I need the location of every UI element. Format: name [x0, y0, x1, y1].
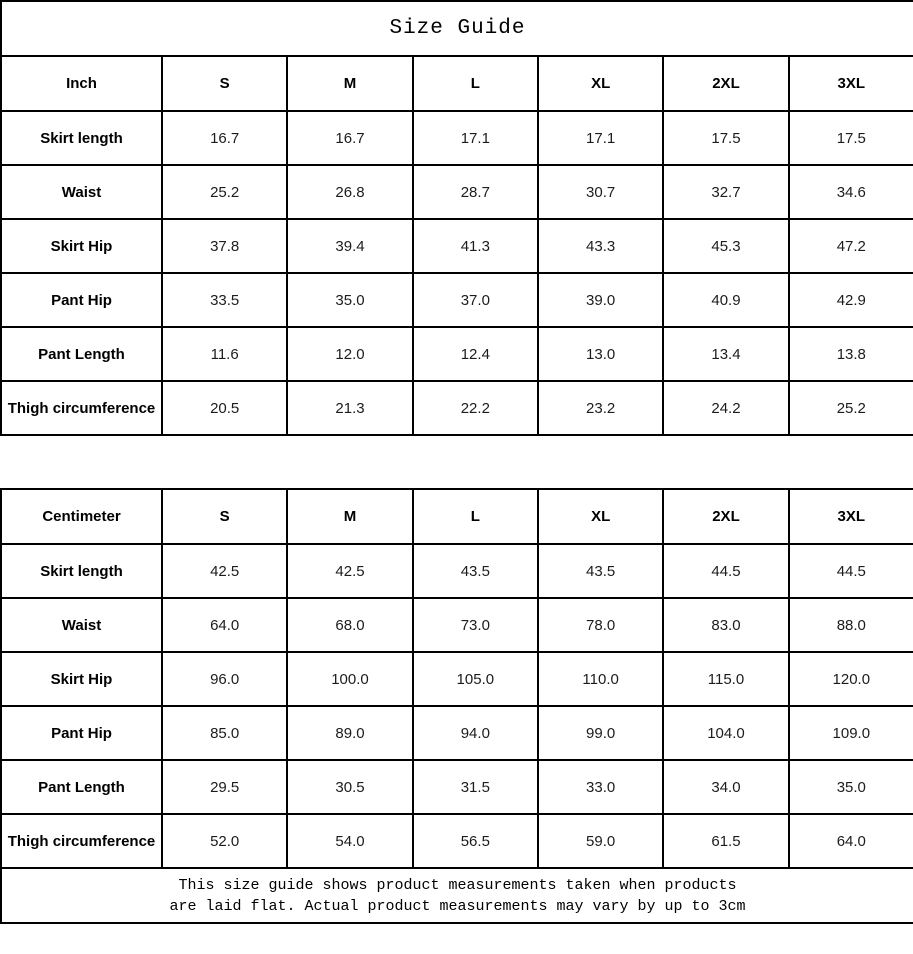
measurement-value: 17.1 [538, 111, 663, 165]
measurement-value: 17.5 [663, 111, 788, 165]
measurement-label: Pant Length [1, 327, 162, 381]
measurement-value: 34.6 [789, 165, 913, 219]
measurement-value: 34.0 [663, 760, 788, 814]
measurement-value: 25.2 [162, 165, 287, 219]
size-column-header-l: L [413, 489, 538, 544]
measurement-value: 32.7 [663, 165, 788, 219]
measurement-value: 13.8 [789, 327, 913, 381]
measurement-value: 109.0 [789, 706, 913, 760]
measurement-value: 12.4 [413, 327, 538, 381]
measurement-value: 100.0 [287, 652, 412, 706]
measurement-value: 44.5 [663, 544, 788, 598]
measurement-value: 25.2 [789, 381, 913, 435]
size-column-header-s: S [162, 489, 287, 544]
measurement-label: Waist [1, 598, 162, 652]
size-column-header-xl: XL [538, 56, 663, 111]
measurement-value: 42.5 [162, 544, 287, 598]
measurement-value: 33.5 [162, 273, 287, 327]
size-column-header-2xl: 2XL [663, 56, 788, 111]
measurement-value: 22.2 [413, 381, 538, 435]
measurement-value: 30.5 [287, 760, 412, 814]
measurement-value: 94.0 [413, 706, 538, 760]
measurement-label: Pant Hip [1, 706, 162, 760]
measurement-value: 39.0 [538, 273, 663, 327]
inch-table [0, 0, 913, 436]
measurement-label: Skirt length [1, 544, 162, 598]
page-title: Size Guide [1, 1, 913, 56]
measurement-value: 35.0 [287, 273, 412, 327]
measurement-value: 31.5 [413, 760, 538, 814]
table-row [1, 760, 913, 814]
measurement-value: 78.0 [538, 598, 663, 652]
size-column-header-3xl: 3XL [789, 56, 913, 111]
measurement-label: Thigh circumference [1, 381, 162, 435]
measurement-value: 68.0 [287, 598, 412, 652]
measurement-value: 59.0 [538, 814, 663, 868]
table-row [1, 814, 913, 868]
measurement-value: 104.0 [663, 706, 788, 760]
measurement-value: 120.0 [789, 652, 913, 706]
table-row [1, 544, 913, 598]
measurement-value: 43.5 [413, 544, 538, 598]
measurement-value: 83.0 [663, 598, 788, 652]
measurement-label: Pant Length [1, 760, 162, 814]
size-column-header-2xl: 2XL [663, 489, 788, 544]
measurement-value: 47.2 [789, 219, 913, 273]
measurement-value: 24.2 [663, 381, 788, 435]
measurement-label: Thigh circumference [1, 814, 162, 868]
table-row [1, 706, 913, 760]
measurement-value: 13.0 [538, 327, 663, 381]
measurement-value: 35.0 [789, 760, 913, 814]
measurement-value: 56.5 [413, 814, 538, 868]
size-column-header-m: M [287, 489, 412, 544]
measurement-value: 26.8 [287, 165, 412, 219]
measurement-value: 21.3 [287, 381, 412, 435]
measurement-value: 37.8 [162, 219, 287, 273]
inch-header-row [1, 56, 913, 111]
table-row [1, 165, 913, 219]
table-row [1, 598, 913, 652]
measurement-value: 17.5 [789, 111, 913, 165]
measurement-value: 89.0 [287, 706, 412, 760]
measurement-value: 40.9 [663, 273, 788, 327]
measurement-label: Skirt length [1, 111, 162, 165]
cm-header-row [1, 489, 913, 544]
measurement-value: 85.0 [162, 706, 287, 760]
table-row [1, 652, 913, 706]
measurement-value: 52.0 [162, 814, 287, 868]
measurement-value: 29.5 [162, 760, 287, 814]
measurement-value: 61.5 [663, 814, 788, 868]
measurement-value: 12.0 [287, 327, 412, 381]
measurement-value: 73.0 [413, 598, 538, 652]
measurement-value: 64.0 [789, 814, 913, 868]
measurement-value: 110.0 [538, 652, 663, 706]
measurement-value: 30.7 [538, 165, 663, 219]
size-column-header-m: M [287, 56, 412, 111]
cm-unit-header: Centimeter [1, 489, 162, 544]
measurement-value: 115.0 [663, 652, 788, 706]
measurement-value: 88.0 [789, 598, 913, 652]
table-row [1, 381, 913, 435]
table-gap [0, 436, 913, 488]
table-row [1, 219, 913, 273]
measurement-value: 64.0 [162, 598, 287, 652]
measurement-value: 39.4 [287, 219, 412, 273]
size-column-header-xl: XL [538, 489, 663, 544]
size-column-header-3xl: 3XL [789, 489, 913, 544]
measurement-value: 20.5 [162, 381, 287, 435]
measurement-value: 42.9 [789, 273, 913, 327]
footer-note-line2: are laid flat. Actual product measurements may vary by up to 3cm [169, 897, 746, 915]
table-row [1, 327, 913, 381]
measurement-value: 16.7 [287, 111, 412, 165]
measurement-value: 54.0 [287, 814, 412, 868]
measurement-value: 45.3 [663, 219, 788, 273]
measurement-value: 43.5 [538, 544, 663, 598]
centimeter-table [0, 488, 913, 924]
size-column-header-s: S [162, 56, 287, 111]
measurement-value: 43.3 [538, 219, 663, 273]
measurement-value: 16.7 [162, 111, 287, 165]
measurement-value: 44.5 [789, 544, 913, 598]
measurement-value: 33.0 [538, 760, 663, 814]
measurement-value: 11.6 [162, 327, 287, 381]
measurement-value: 23.2 [538, 381, 663, 435]
measurement-label: Pant Hip [1, 273, 162, 327]
measurement-label: Skirt Hip [1, 652, 162, 706]
measurement-value: 13.4 [663, 327, 788, 381]
measurement-value: 41.3 [413, 219, 538, 273]
measurement-value: 105.0 [413, 652, 538, 706]
measurement-value: 42.5 [287, 544, 412, 598]
table-row [1, 273, 913, 327]
measurement-value: 28.7 [413, 165, 538, 219]
inch-unit-header: Inch [1, 56, 162, 111]
title-row [1, 1, 913, 56]
measurement-value: 37.0 [413, 273, 538, 327]
measurement-label: Waist [1, 165, 162, 219]
footer-row [1, 868, 913, 923]
measurement-value: 96.0 [162, 652, 287, 706]
footer-note-line1: This size guide shows product measurements taken when products [178, 876, 737, 894]
footer-note [1, 868, 913, 923]
table-row [1, 111, 913, 165]
size-column-header-l: L [413, 56, 538, 111]
measurement-value: 99.0 [538, 706, 663, 760]
measurement-value: 17.1 [413, 111, 538, 165]
measurement-label: Skirt Hip [1, 219, 162, 273]
